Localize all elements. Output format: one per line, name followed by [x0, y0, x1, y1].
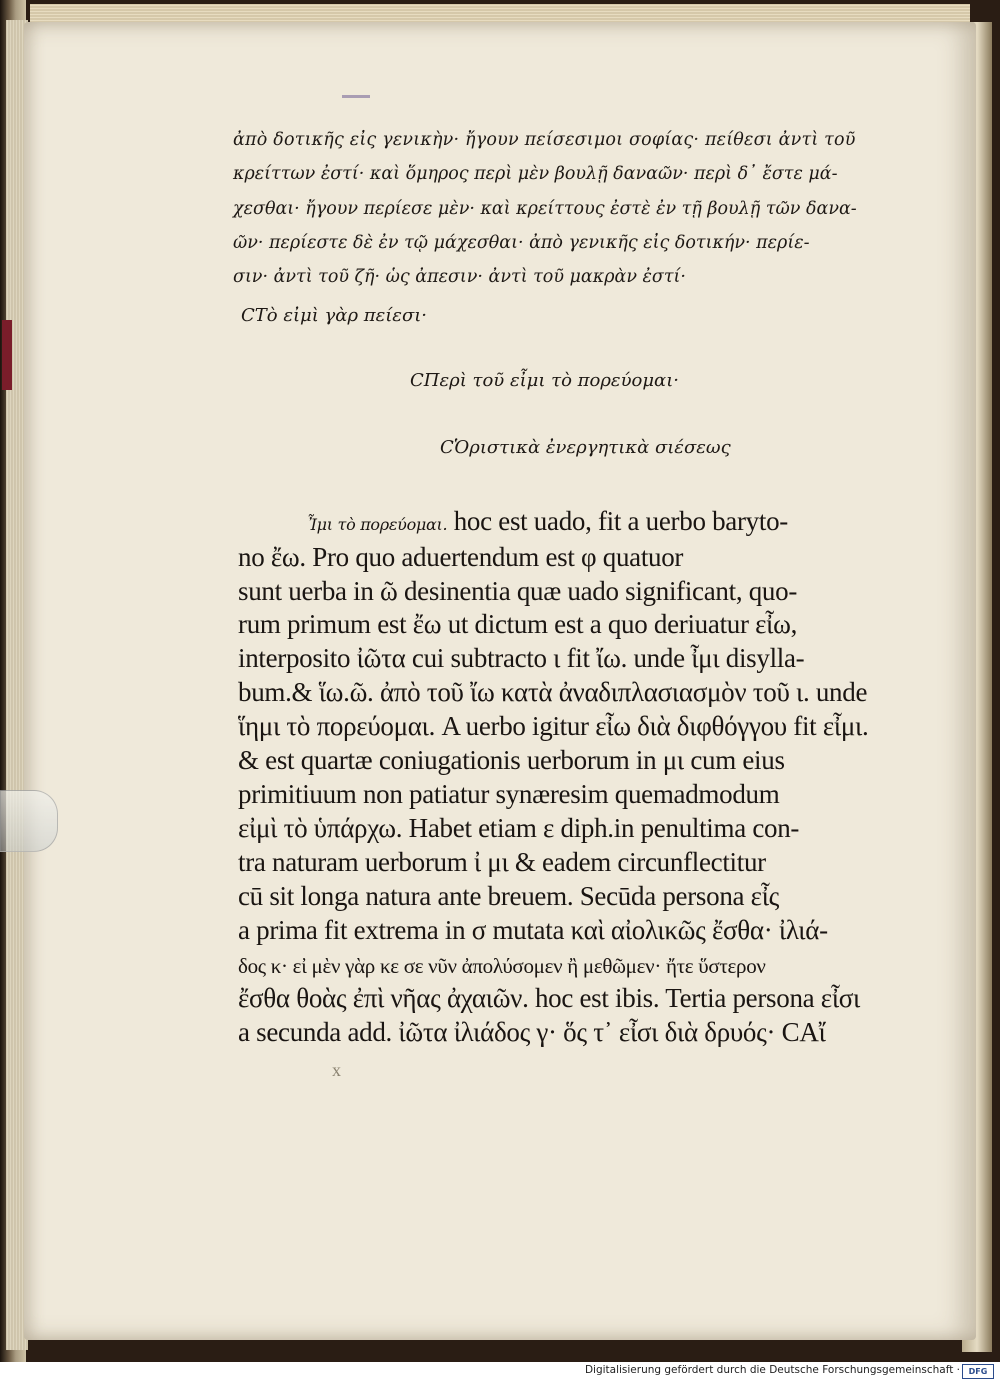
greek-line-5: σιν· ἀντὶ τοῦ ζῆ· ὡς ἀπεσιν· ἀντὶ τοῦ μακρὰν ἐστί·: [233, 267, 686, 287]
latin-text: hoc est uado, fit a uerbo baryto-: [447, 506, 788, 536]
ink-mark: [342, 95, 370, 98]
text-line-3: sunt uerba in ῶ desinentia quæ uado significant, quo-: [238, 576, 798, 606]
text-line-1: [307, 506, 788, 537]
signature-mark: x: [332, 1060, 341, 1080]
greek-line-1: ἀπὸ δοτικῆς εἰς γενικὴν· ἤγουν πείσεσιμοι σοφίας· πείθεσι ἀντὶ τοῦ: [233, 130, 856, 150]
text-line-6: bum.& ἵω.ῶ. ἀπὸ τοῦ ἴω κατὰ ἀναδιπλασιασμὸν τοῦ ι. unde: [238, 677, 868, 707]
text-line-10: εἰμὶ τὸ ὑπάρχω. Habet etiam ε diph.in penultima con-: [238, 813, 800, 843]
greek-line-6: CΤὸ εἰμὶ γὰρ πείεσι·: [241, 305, 428, 326]
dfg-logo: DFG: [962, 1364, 994, 1379]
footer: [0, 1362, 1000, 1380]
text-line-13: a prima fit extrema in σ mutata καὶ αἰολικῶς ἔσθα· ἰλιά-: [238, 915, 828, 945]
page-clip: [0, 790, 58, 852]
greek-line-2: κρείττων ἐστί· καὶ ὅμηρος περὶ μὲν βουλῇ δαναῶν· περὶ δ᾽ ἔστε μά-: [233, 164, 838, 184]
text-line-5: interposito ἰῶτα cui subtracto ι fit ἴω. unde ἶμι disylla-: [238, 643, 805, 673]
text-line-7: ἵημι τὸ πορεύομαι. A uerbo igitur εἶω διὰ διφθόγγου fit εἶμι.: [238, 711, 869, 741]
text-line-4: rum primum est ἔω ut dictum est a quo deriuatur εἶω,: [238, 609, 798, 639]
page-stack-top: [30, 4, 970, 24]
footer-credit: Digitalisierung gefördert durch die Deutsche Forschungsgemeinschaft ·: [584, 1364, 960, 1376]
text-line-16: a secunda add. ἰῶτα ἰλιάδος γ· ὅς τ᾽ εἶσι διὰ δρυός· CΑἴ: [238, 1017, 826, 1047]
text-line-9: primitiuum non patiatur synæresim quemadmodum: [238, 779, 780, 809]
greek-line-4: ῶν· περίεστε δὲ ἐν τῷ μάχεσθαι· ἀπὸ γενικῆς εἰς δοτικήν· περίε-: [233, 233, 810, 253]
bookmark-ribbon: [2, 320, 12, 390]
text-line-12: cū sit longa natura ante breuem. Secūda persona εἶς: [238, 881, 780, 911]
text-line-2: no ἔω. Pro quo aduertendum est φ quatuor: [238, 542, 684, 572]
section-heading-2: CὉριστικὰ ἐνεργητικὰ σιέσεως: [440, 437, 731, 458]
text-line-11: tra naturam uerborum ἰ μι & eadem circunflectitur: [238, 847, 766, 877]
greek-inline: Ἶμι τὸ πορεύομαι.: [307, 515, 448, 534]
text-line-14: δος κ· εἰ μὲν γὰρ κε σε νῦν ἀπολύσομεν ἢ μεθῶμεν· ἤτε ὕστερον: [238, 954, 766, 978]
greek-line-3: χεσθαι· ἤγουν περίεσε μὲν· καὶ κρείττους ἐστὲ ἐν τῇ βουλῇ τῶν δανα-: [233, 199, 857, 219]
section-heading-1: CΠερὶ τοῦ εἶμι τὸ πορεύομαι·: [410, 370, 679, 391]
text-line-15: ἔσθα θοὰς ἐπὶ νῆας ἀχαιῶν. hoc est ibis. Tertia persona εἶσι: [238, 983, 861, 1013]
text-line-8: & est quartæ coniugationis uerborum in μι cum eius: [238, 745, 785, 775]
